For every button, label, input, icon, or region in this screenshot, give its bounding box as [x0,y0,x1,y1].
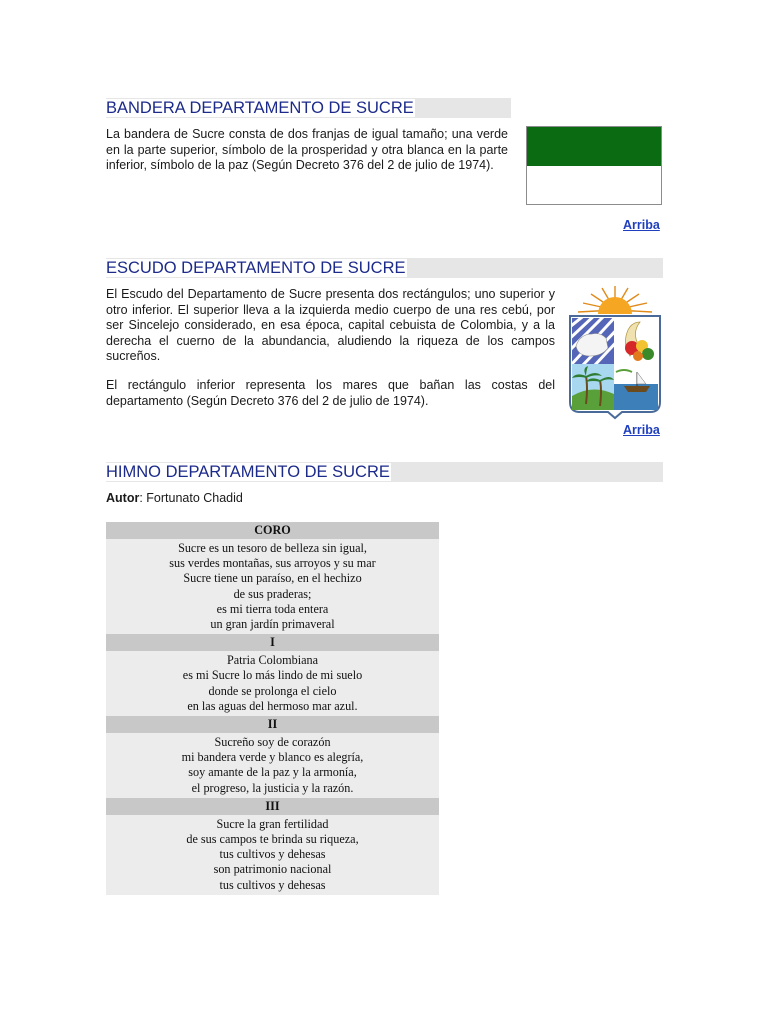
verse-line: sus verdes montañas, sus arroyos y su mar [169,556,376,571]
bandera-heading [106,98,511,118]
bandera-title: BANDERA DEPARTAMENTO DE SUCRE [106,99,414,117]
verse-line: Sucre tiene un paraíso, en el hechizo [183,571,362,586]
section-verse-i [106,651,439,716]
verse-line: Sucreño soy de corazón [214,735,331,750]
himno-title: HIMNO DEPARTAMENTO DE SUCRE [106,463,390,481]
verse-line: de sus praderas; [233,586,312,601]
escudo-text-1: El Escudo del Departamento de Sucre presenta dos rectángulos; uno superior y otro inferior. El superior lleva a la izquierda medio cuerpo de una res cebú, por ser Sincelejo considerado, en esa época, capital cebuista de Colombia, y a la derecha el cuerno de la abundancia, aludiendo la riqueza de los campos sucreños. [106,287,555,363]
himno-table [106,522,439,895]
bandera-arriba-link[interactable]: Arriba [623,218,660,232]
verse-line: un gran jardín primaveral [210,617,335,632]
section-heading-ii: II [106,716,439,733]
verse-line: es mi Sucre lo más lindo de mi suelo [182,668,363,683]
author-name: : Fortunato Chadid [139,491,243,505]
flag-white-stripe [527,166,661,204]
verse-line: el progreso, la justicia y la razón. [191,780,354,795]
section-heading-i: I [106,634,439,651]
escudo-heading [106,258,663,278]
verse-line: mi bandera verde y blanco es alegría, [181,750,364,765]
section-heading-iii: III [106,798,439,815]
escudo-arriba-link[interactable]: Arriba [623,423,660,437]
bandera-text: La bandera de Sucre consta de dos franjas de igual tamaño; una verde en la parte superior, símbolo de la prosperidad y otra blanca en la parte inferior, símbolo de la paz (Según Decreto 376 del 2 de julio de 1974). [106,127,508,172]
section-verse-ii [106,733,439,798]
verse-line: en las aguas del hermoso mar azul. [187,698,358,713]
sucre-flag [526,126,662,205]
verse-line: donde se prolonga el cielo [208,683,337,698]
verse-line: son patrimonio nacional [213,862,332,877]
section-heading-coro: CORO [106,522,439,539]
himno-author [106,491,243,505]
flag-green-stripe [527,127,661,166]
author-label: Autor [106,491,140,505]
verse-line: Patria Colombiana [226,653,319,668]
sucre-coat-of-arms [566,284,664,420]
verse-line: tus cultivos y dehesas [219,847,326,862]
section-verse-coro [106,539,439,634]
himno-heading [106,462,663,482]
section-verse-iii [106,815,439,895]
verse-line: es mi tierra toda entera [216,601,329,616]
escudo-title: ESCUDO DEPARTAMENTO DE SUCRE [106,259,406,277]
verse-line: de sus campos te brinda su riqueza, [186,832,359,847]
verse-line: soy amante de la paz y la armonía, [188,765,357,780]
escudo-text-2: El rectángulo inferior representa los mares que bañan las costas del departamento (Según Decreto 376 del 2 de julio de 1974). [106,378,555,408]
sun [598,297,632,314]
verse-line: Sucre es un tesoro de belleza sin igual, [178,541,367,555]
verse-line: Sucre la gran fertilidad [216,816,329,831]
verse-line: tus cultivos y dehesas [219,877,326,892]
